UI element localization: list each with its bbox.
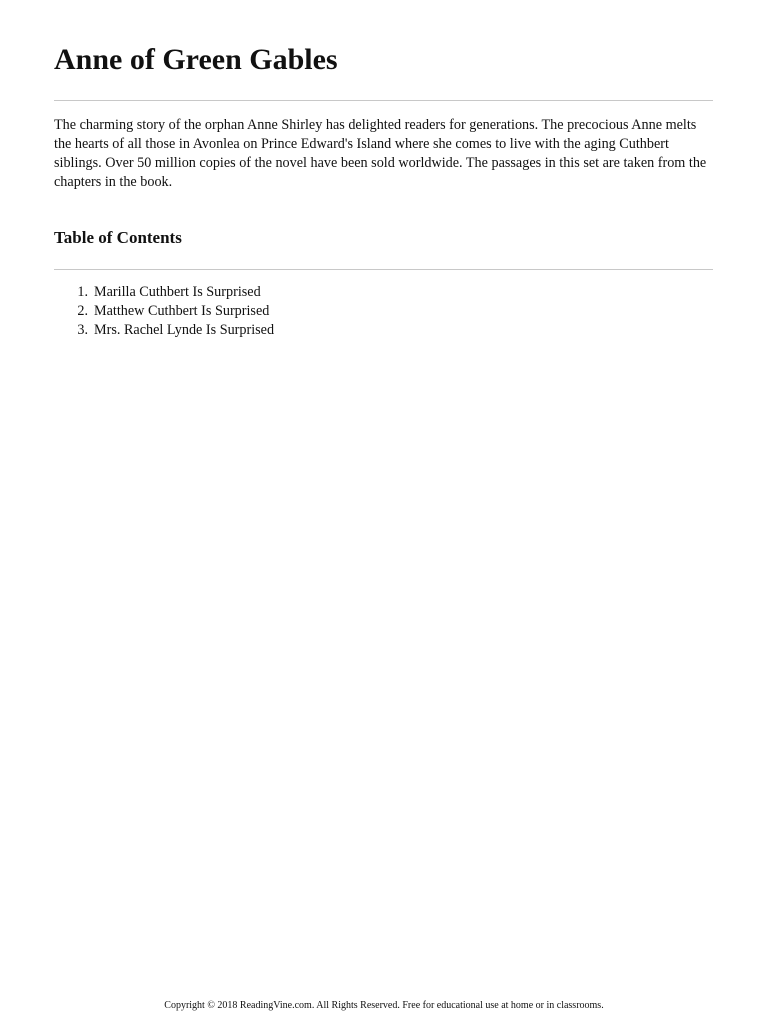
title-divider: [54, 100, 713, 101]
toc-item-number: 1.: [77, 284, 88, 300]
toc-item[interactable]: [54, 283, 274, 302]
toc-divider: [54, 269, 713, 270]
page-title: Anne of Green Gables: [54, 43, 338, 76]
table-of-contents: [54, 283, 274, 340]
toc-heading: Table of Contents: [54, 228, 182, 247]
intro-paragraph: The charming story of the orphan Anne Shirley has delighted readers for generations. The precocious Anne melts the hearts of all those in Avonlea on Prince Edward's Island where she comes to live with the aging Cuthbert siblings. Over 50 million copies of the novel have been sold worldwide. The passages in this set are taken from the chapters in the book.: [54, 117, 707, 190]
toc-item-number: 3.: [77, 322, 88, 338]
toc-item[interactable]: [54, 321, 274, 340]
toc-item-label[interactable]: Matthew Cuthbert Is Surprised: [94, 303, 270, 319]
copyright-footer: Copyright © 2018 ReadingVine.com. All Rights Reserved. Free for educational use at home or in classrooms.: [164, 1000, 604, 1011]
toc-item-label[interactable]: Marilla Cuthbert Is Surprised: [94, 284, 261, 300]
toc-item-number: 2.: [77, 303, 88, 319]
toc-item[interactable]: [54, 302, 274, 321]
toc-item-label[interactable]: Mrs. Rachel Lynde Is Surprised: [94, 322, 275, 338]
